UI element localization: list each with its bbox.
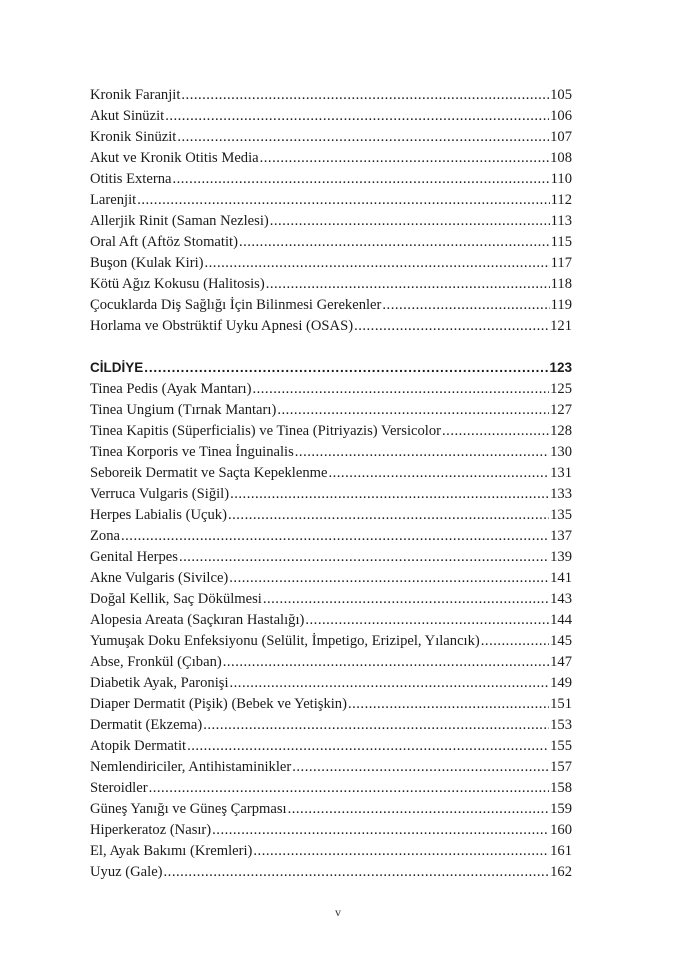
toc-entry (90, 526, 572, 547)
toc-entry-page: 141 (550, 570, 572, 586)
toc-leader-dots (260, 148, 549, 169)
toc-entry-page: 160 (550, 822, 572, 838)
toc-entry-page: 130 (550, 444, 572, 460)
toc-entry (90, 505, 572, 526)
toc-entry-page: 106 (550, 108, 572, 124)
toc-entry-title: Zona (90, 528, 120, 544)
toc-entry-title: Yumuşak Doku Enfeksiyonu (Selülit, İmpetigo, Erizipel, Yılancık) (90, 633, 480, 649)
toc-leader-dots (144, 357, 548, 379)
toc-entry-title: Tinea Kapitis (Süperficialis) ve Tinea (Pitriyazis) Versicolor (90, 423, 442, 439)
toc-entry-title: Tinea Pedis (Ayak Mantarı) (90, 381, 252, 397)
toc-entry (90, 295, 572, 316)
toc-entry (90, 232, 572, 253)
toc-entry-page: 158 (550, 780, 572, 796)
toc-entry (90, 106, 572, 127)
toc-entry-page: 135 (550, 507, 572, 523)
toc-entry-page: 110 (550, 171, 572, 187)
toc-entry-page: 149 (550, 675, 572, 691)
toc-entry-page: 119 (550, 297, 572, 313)
toc-leader-dots (348, 694, 549, 715)
toc-entry-title: Buşon (Kulak Kiri) (90, 255, 204, 271)
toc-entry-page: 108 (550, 150, 572, 166)
toc-leader-dots (179, 547, 549, 568)
toc-entry-page: 144 (550, 612, 572, 628)
toc-section-page: 123 (549, 360, 572, 375)
toc-leader-dots (212, 820, 549, 841)
toc-entry-title: Kronik Sinüzit (90, 129, 177, 145)
toc-entry-page: 147 (550, 654, 572, 670)
toc-entry (90, 85, 572, 106)
toc-leader-dots (266, 274, 550, 295)
toc-entry-title: Kronik Faranjit (90, 87, 181, 103)
toc-entry-title: Hiperkeratoz (Nasır) (90, 822, 212, 838)
toc-entry-title: Otitis Externa (90, 171, 172, 187)
toc-leader-dots (223, 652, 549, 673)
toc-leader-dots (270, 211, 550, 232)
toc-entry (90, 148, 572, 169)
toc-entry-title: Akut ve Kronik Otitis Media (90, 150, 259, 166)
toc-section-heading (90, 357, 572, 379)
toc-entry (90, 379, 572, 400)
toc-leader-dots (149, 778, 550, 799)
toc-entry (90, 589, 572, 610)
toc-entry (90, 862, 572, 883)
toc-entry-title: Herpes Labialis (Uçuk) (90, 507, 227, 523)
toc-entry-page: 153 (550, 717, 572, 733)
toc-leader-dots (252, 379, 549, 400)
toc-entry-page: 107 (550, 129, 572, 145)
toc-entry-page: 127 (550, 402, 572, 418)
toc-entry-page: 113 (550, 213, 572, 229)
toc-entry (90, 211, 572, 232)
toc-entry-page: 151 (550, 696, 572, 712)
toc-entry-title: Güneş Yanığı ve Güneş Çarpması (90, 801, 287, 817)
toc-leader-dots (230, 673, 550, 694)
toc-entry-page: 118 (550, 276, 572, 292)
toc-leader-dots (295, 442, 549, 463)
toc-leader-dots (481, 631, 549, 652)
toc-entry (90, 841, 572, 862)
toc-leader-dots (292, 757, 549, 778)
toc-entry (90, 400, 572, 421)
toc-entry (90, 316, 572, 337)
toc-entry-page: 161 (550, 843, 572, 859)
toc-entry-title: Horlama ve Obstrüktif Uyku Apnesi (OSAS) (90, 318, 354, 334)
toc-leader-dots (137, 190, 549, 211)
toc-leader-dots (228, 505, 549, 526)
toc-entry-title: Allerjik Rinit (Saman Nezlesi) (90, 213, 269, 229)
toc-entry-title: El, Ayak Bakımı (Kremleri) (90, 843, 253, 859)
toc-leader-dots (288, 799, 550, 820)
toc-entry (90, 610, 572, 631)
toc-entry-page: 157 (550, 759, 572, 775)
toc-entry-title: Uyuz (Gale) (90, 864, 163, 880)
toc-entry (90, 253, 572, 274)
toc-entry (90, 274, 572, 295)
toc-entry-title: Genital Herpes (90, 549, 178, 565)
toc-entry-title: Verruca Vulgaris (Siğil) (90, 486, 230, 502)
toc-entry (90, 463, 572, 484)
toc-leader-dots (164, 862, 550, 883)
toc-entry-page: 143 (550, 591, 572, 607)
toc-leader-dots (277, 400, 549, 421)
toc-entry-page: 128 (550, 423, 572, 439)
toc-entry-page: 137 (550, 528, 572, 544)
toc-leader-dots (382, 295, 549, 316)
toc-leader-dots (229, 568, 549, 589)
toc-entry-title: Larenjit (90, 192, 137, 208)
toc-leader-dots (121, 526, 549, 547)
toc-entry (90, 421, 572, 442)
toc-entry (90, 820, 572, 841)
toc-entry-title: Diabetik Ayak, Paronişi (90, 675, 229, 691)
toc-entry-page: 162 (550, 864, 572, 880)
toc-leader-dots (442, 421, 549, 442)
toc-entry (90, 757, 572, 778)
toc-entry (90, 694, 572, 715)
toc-entry-page: 115 (550, 234, 572, 250)
toc-entry-title: Dermatit (Ekzema) (90, 717, 203, 733)
toc-entry-page: 133 (550, 486, 572, 502)
toc-entry (90, 652, 572, 673)
toc-leader-dots (354, 316, 549, 337)
toc-leader-dots (187, 736, 549, 757)
toc-leader-dots (328, 463, 549, 484)
toc-entry-title: Seboreik Dermatit ve Saçta Kepeklenme (90, 465, 328, 481)
toc-leader-dots (181, 85, 549, 106)
toc-entry-page: 145 (550, 633, 572, 649)
toc-leader-dots (230, 484, 549, 505)
toc-entry (90, 547, 572, 568)
toc-entry-page: 125 (550, 381, 572, 397)
toc-entry (90, 568, 572, 589)
toc-entry-title: Steroidler (90, 780, 148, 796)
toc-leader-dots (263, 589, 549, 610)
toc-entry-page: 121 (550, 318, 572, 334)
toc-section-title: CİLDİYE (90, 360, 144, 375)
toc-entry-page: 159 (550, 801, 572, 817)
toc-entry-title: Oral Aft (Aftöz Stomatit) (90, 234, 238, 250)
toc-entry (90, 169, 572, 190)
toc-entry (90, 442, 572, 463)
toc-entry-page: 112 (550, 192, 572, 208)
toc-entry-title: Nemlendiriciler, Antihistaminikler (90, 759, 292, 775)
toc-entry (90, 127, 572, 148)
toc-entry-title: Tinea Ungium (Tırnak Mantarı) (90, 402, 277, 418)
toc-entry-title: Diaper Dermatit (Pişik) (Bebek ve Yetişkin) (90, 696, 347, 712)
toc-entry-title: Tinea Korporis ve Tinea İnguinalis (90, 444, 294, 460)
toc-entry-title: Akut Sinüzit (90, 108, 165, 124)
toc-leader-dots (203, 715, 549, 736)
toc-entry-title: Abse, Fronkül (Çıban) (90, 654, 222, 670)
toc-entry (90, 673, 572, 694)
toc-entry-page: 155 (550, 738, 572, 754)
toc-entry (90, 736, 572, 757)
toc-leader-dots (172, 169, 549, 190)
toc-leader-dots (253, 841, 549, 862)
toc-leader-dots (239, 232, 550, 253)
toc-entry-page: 131 (550, 465, 572, 481)
toc-entry-page: 105 (550, 87, 572, 103)
toc-entry-title: Alopesia Areata (Saçkıran Hastalığı) (90, 612, 305, 628)
toc-leader-dots (177, 127, 549, 148)
toc-leader-dots (205, 253, 550, 274)
toc-leader-dots (165, 106, 549, 127)
toc-entry-title: Doğal Kellik, Saç Dökülmesi (90, 591, 262, 607)
toc-entry-title: Kötü Ağız Kokusu (Halitosis) (90, 276, 265, 292)
toc-entry (90, 190, 572, 211)
toc-entry-page: 139 (550, 549, 572, 565)
toc-list-bottom (90, 357, 572, 883)
toc-entry-title: Akne Vulgaris (Sivilce) (90, 570, 229, 586)
toc-entry (90, 631, 572, 652)
toc-entry-title: Atopik Dermatit (90, 738, 187, 754)
page-number: v (335, 905, 341, 919)
toc-entry (90, 715, 572, 736)
toc-entry-title: Çocuklarda Diş Sağlığı İçin Bilinmesi Gerekenler (90, 297, 382, 313)
toc-entry-page: 117 (550, 255, 572, 271)
toc-leader-dots (305, 610, 549, 631)
toc-entry (90, 484, 572, 505)
toc-entry (90, 799, 572, 820)
toc-entry (90, 778, 572, 799)
toc-list-top (90, 85, 572, 337)
